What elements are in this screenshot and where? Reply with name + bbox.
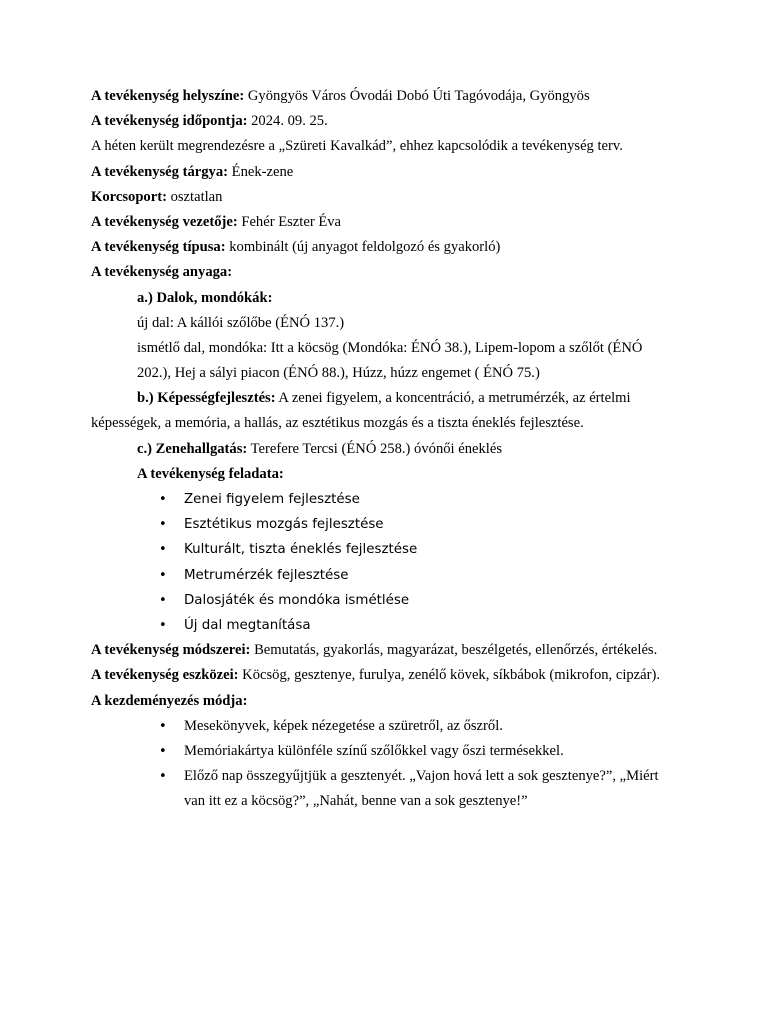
zenehallgatas-label: c.) Zenehallgatás:: [137, 440, 248, 457]
idopont-line: [91, 109, 683, 134]
anyag-a-heading: [91, 286, 683, 311]
kezdemenyezes-heading: [91, 689, 683, 714]
kepessegfejlesztes-paragraph: [91, 386, 683, 436]
list-item: [91, 739, 683, 764]
feladat-text: Zenei figyelem fejlesztése: [184, 492, 360, 508]
bullet-icon: •: [159, 769, 167, 785]
anyaga-line: [91, 260, 683, 285]
ismetlo-line-1: [91, 336, 683, 361]
modszerei-paragraph: [91, 638, 683, 663]
feladata-label: A tevékenység feladata:: [137, 465, 284, 482]
modszerei-label: A tevékenység módszerei:: [91, 642, 251, 659]
idopont-value: 2024. 09. 25.: [247, 113, 328, 130]
bullet-icon: •: [159, 492, 167, 508]
kezdemenyezes-item-text: Előző nap összegyűjtjük a gesztenyét. „Vajon hová lett a sok gesztenye?”, „Miért van itt ez a köcsög?”, „Nahát, benne van a sok gesztenye!”: [184, 768, 659, 810]
uj-dal-line: [91, 311, 683, 336]
document-page: [91, 84, 683, 815]
bullet-icon: •: [159, 542, 167, 558]
eszkozei-label: A tevékenység eszközei:: [91, 667, 239, 684]
list-item: [91, 613, 683, 638]
ismetlo-text-1: ismétlő dal, mondóka: Itt a köcsög (Mondóka: ÉNÓ 38.), Lipem-lopom a szőlőt (ÉNÓ: [137, 339, 643, 356]
zenehallgatas-text: Terefere Tercsi (ÉNÓ 258.) óvónői éneklés: [247, 440, 503, 457]
korcsoport-line: [91, 185, 683, 210]
targya-line: [91, 160, 683, 185]
bullet-icon: •: [159, 618, 167, 634]
list-item: [91, 487, 683, 512]
list-item: [91, 563, 683, 588]
anyag-a-label: a.) Dalok, mondókák:: [137, 289, 273, 306]
feladat-text: Új dal megtanítása: [184, 618, 311, 634]
zenehallgatas-line: [91, 437, 683, 462]
bullet-icon: •: [159, 718, 167, 734]
tipusa-line: [91, 235, 683, 260]
feladat-text: Metrumérzék fejlesztése: [184, 567, 349, 583]
kepessegfejlesztes-text: A zenei figyelem, a koncentráció, a metrumérzék, az értelmi képességek, a memória, a hallás, az esztétikus mozgás és a tiszta éneklés fejlesztése.: [91, 390, 631, 432]
eszkozei-text: Köcsög, gesztenye, furulya, zenélő kövek, síkbábok (mikrofon, cipzár).: [238, 667, 660, 684]
kepessegfejlesztes-label: b.) Képességfejlesztés:: [137, 390, 276, 407]
eszkozei-paragraph: [91, 663, 683, 688]
list-item: [91, 588, 683, 613]
tipusa-label: A tevékenység típusa:: [91, 239, 226, 256]
bullet-icon: •: [159, 517, 167, 533]
list-item: [91, 537, 683, 562]
feladatok-list: [91, 487, 683, 638]
targya-value: Ének-zene: [228, 163, 294, 180]
korcsoport-label: Korcsoport:: [91, 188, 167, 205]
anyaga-label: A tevékenység anyaga:: [91, 264, 233, 281]
list-item: [91, 512, 683, 537]
bullet-icon: •: [159, 744, 167, 760]
helyszin-value: Gyöngyös Város Óvodái Dobó Úti Tagóvodája, Gyöngyös: [244, 88, 590, 104]
tipusa-value: kombinált (új anyagot feldolgozó és gyakorló): [225, 239, 501, 256]
feladat-text: Kulturált, tiszta éneklés fejlesztése: [184, 542, 418, 558]
targya-label: A tevékenység tárgya:: [91, 163, 228, 180]
vezetoje-label: A tevékenység vezetője:: [91, 213, 238, 230]
list-item: [91, 764, 683, 814]
kezdemenyezes-label: A kezdeményezés módja:: [91, 692, 248, 709]
list-item: [91, 714, 683, 739]
vezetoje-value: Fehér Eszter Éva: [237, 213, 342, 230]
feladata-heading: [91, 462, 683, 487]
kezdemenyezes-item-text: Memóriakártya különféle színű szőlőkkel vagy őszi termésekkel.: [184, 743, 564, 760]
idopont-label: A tevékenység időpontja:: [91, 113, 248, 130]
feladat-text: Esztétikus mozgás fejlesztése: [184, 517, 384, 533]
heten-text: A héten került megrendezésre a „Szüreti Kavalkád”, ehhez kapcsolódik a tevékenység terv.: [91, 138, 623, 155]
ismetlo-line-2: [91, 361, 683, 386]
korcsoport-value: osztatlan: [166, 188, 223, 205]
helyszin-line: [91, 84, 683, 109]
feladat-text: Dalosjáték és mondóka ismétlése: [184, 592, 410, 608]
kezdemenyezes-item-text: Mesekönyvek, képek nézegetése a szüretről, az őszről.: [184, 717, 503, 734]
bullet-icon: •: [159, 592, 167, 608]
helyszin-label: A tevékenység helyszíne:: [91, 88, 245, 104]
kezdemenyezes-list: [91, 714, 683, 815]
vezetoje-line: [91, 210, 683, 235]
bullet-icon: •: [159, 567, 167, 583]
ismetlo-text-2: 202.), Hej a sályi piacon (ÉNÓ 88.), Húzz, húzz engemet ( ÉNÓ 75.): [137, 365, 540, 382]
uj-dal-text: új dal: A kállói szőlőbe (ÉNÓ 137.): [137, 314, 345, 331]
modszerei-text: Bemutatás, gyakorlás, magyarázat, beszélgetés, ellenőrzés, értékelés.: [250, 642, 658, 659]
heten-line: [91, 134, 683, 159]
